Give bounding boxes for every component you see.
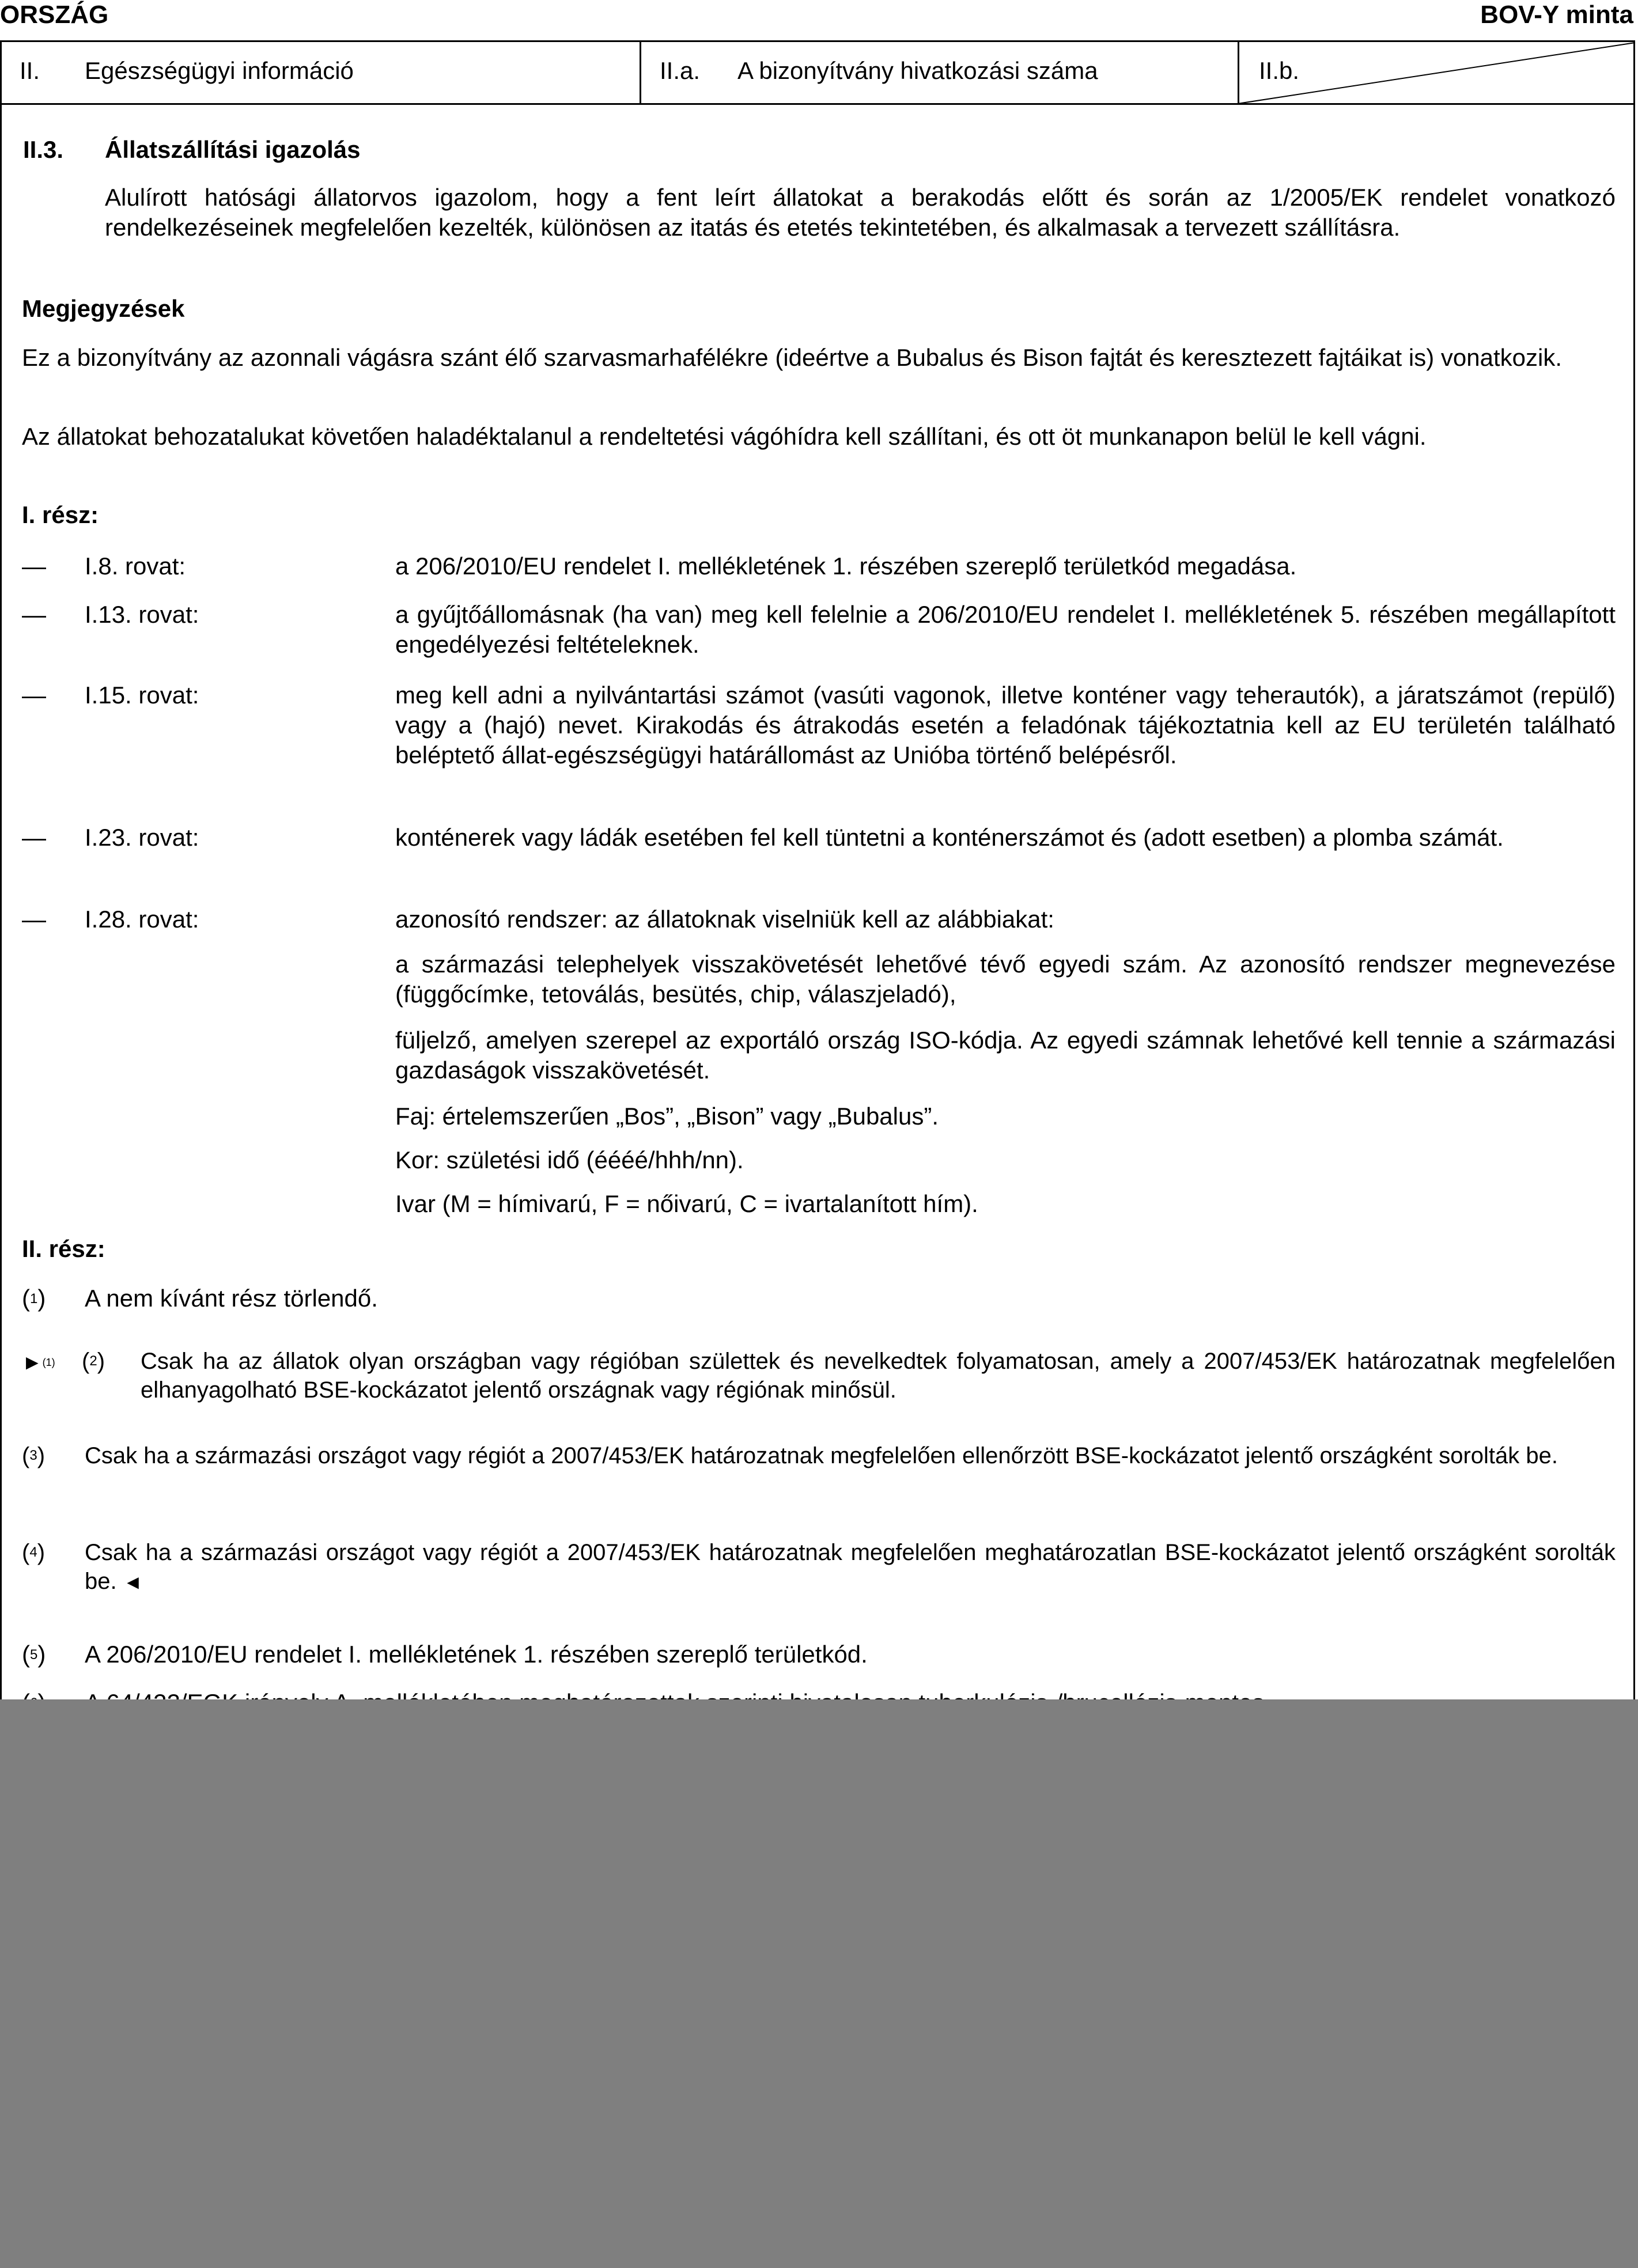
field-text: a gyűjtőállomásnak (ha van) meg kell felelnie a 206/2010/EU rendelet I. mellékletének 5. részében megállapított engedélyezési feltételeknek. <box>395 601 1616 658</box>
field-subtext: Kor: születési idő (éééé/hhh/nn). <box>395 1146 744 1173</box>
model-header: BOV-Y minta <box>1480 1 1633 29</box>
cell-number: II. <box>20 57 40 84</box>
country-header: ORSZÁG <box>0 1 109 29</box>
part-two-title: II. rész: <box>22 1235 105 1262</box>
field-text: azonosító rendszer: az állatoknak viselniük kell az alábbiakat: <box>395 906 1054 933</box>
field-text: a 206/2010/EU rendelet I. mellékletének 1. részében szereplő területkód megadása. <box>395 552 1297 580</box>
notes-paragraph: Ez a bizonyítvány az azonnali vágásra szánt élő szarvasmarhafélékre (ideértve a Bubalus és Bison fajtát és keresztezett fajtáikat is) vonatkozik. <box>22 344 1562 371</box>
cell-number: II.b. <box>1259 57 1300 84</box>
field-subtext: füljelző, amelyen szerepel az exportáló ország ISO-kódja. Az egyedi számnak lehetővé kell tennie a származási gazdaságok visszakövetését. <box>395 1027 1616 1084</box>
part-one-title: I. rész: <box>22 501 99 528</box>
cell-label: Egészségügyi információ <box>85 57 354 84</box>
notes-paragraph: Az állatokat behozatalukat követően haladéktalanul a rendeltetési vágóhídra kell szállítani, és ott öt munkanapon belül le kell vágni. <box>22 423 1427 450</box>
list-dash: — <box>22 601 46 628</box>
footnote-number: ($^3$) <box>22 1443 46 1468</box>
gray-overlay <box>0 1699 1638 2268</box>
list-dash: — <box>22 552 46 580</box>
list-dash: — <box>22 906 46 933</box>
section-number: II.3. <box>23 136 64 163</box>
footnote-text: A 206/2010/EU rendelet I. mellékletének 1. részében szereplő területkód. <box>85 1641 868 1668</box>
section-title: Állatszállítási igazolás <box>105 136 361 163</box>
field-label: I.23. rovat: <box>85 824 199 851</box>
field-label: I.15. rovat: <box>85 681 199 709</box>
field-subtext: Ivar (M = hímivarú, F = nőivarú, C = ivartalanított hím). <box>395 1190 978 1217</box>
footnote-text: A nem kívánt rész törlendő. <box>85 1285 378 1312</box>
field-text: meg kell adni a nyilvántartási számot (vasúti vagonok, illetve konténer vagy teherautók), a járatszámot (repülő) vagy a (hajó) nevet. Kirakodás és átrakodás esetén a feladónak tájékoztatnia kell az EU területén található beléptető állat-egészségügyi határállomást az Unióba történő belépésről. <box>395 681 1616 768</box>
field-label: I.28. rovat: <box>85 906 199 933</box>
cell-divider <box>640 40 641 105</box>
footnote-text: Csak ha az állatok olyan országban vagy régióban születtek és nevelkedtek folyamatosan, amely a 2007/453/EK határozatnak megfelelően elhanyagolható BSE-kockázatot jelentő országnak vagy régiónak minősül. <box>141 1349 1616 1403</box>
field-text: konténerek vagy ládák esetében fel kell tüntetni a konténerszámot és (adott esetben) a plomba számát. <box>395 824 1504 851</box>
field-subtext: Faj: értelemszerűen „Bos”, „Bison” vagy „Bubalus”. <box>395 1103 939 1130</box>
amendment-end-marker: ◄ <box>123 1572 143 1593</box>
footnote-text: Csak ha a származási országot vagy régiót a 2007/453/EK határozatnak megfelelően ellenőrzött BSE-kockázatot jelentő országként sorolták be. <box>85 1443 1558 1468</box>
list-dash: — <box>22 824 46 851</box>
field-label: I.13. rovat: <box>85 601 199 628</box>
list-dash: — <box>22 681 46 709</box>
footnote-number: ($^1$) <box>22 1285 46 1312</box>
section-body: Alulírott hatósági állatorvos igazolom, hogy a fent leírt állatokat a berakodás előtt és során az 1/2005/EK rendelet vonatkozó rendelkezéseinek megfelelően kezelték, különösen az itatás és etetés tekintetében, és alkalmasak a tervezett szállításra. <box>105 184 1616 241</box>
footnote-number: ($^2$) <box>82 1349 105 1374</box>
amendment-start-marker: ►$^{(1)}$ <box>22 1350 55 1374</box>
field-subtext: a származási telephelyek visszakövetését lehetővé tévő egyedi szám. Az azonosító rendszer megnevezése (függőcímke, tetoválás, besütés, chip, válaszjeladó), <box>395 951 1616 1008</box>
footnote-number: ($^5$) <box>22 1641 46 1668</box>
field-label: I.8. rovat: <box>85 552 186 580</box>
cell-number: II.a. <box>660 57 701 84</box>
reference-number-label: A bizonyítvány hivatkozási száma <box>737 57 1098 84</box>
footnote-number: ($^4$) <box>22 1540 46 1565</box>
notes-title: Megjegyzések <box>22 295 185 322</box>
footnote-text: Csak ha a származási országot vagy régiót a 2007/453/EK határozatnak megfelelően meghatározatlan BSE-kockázatot jelentő országként sorolták be. ◄ <box>85 1540 1616 1594</box>
